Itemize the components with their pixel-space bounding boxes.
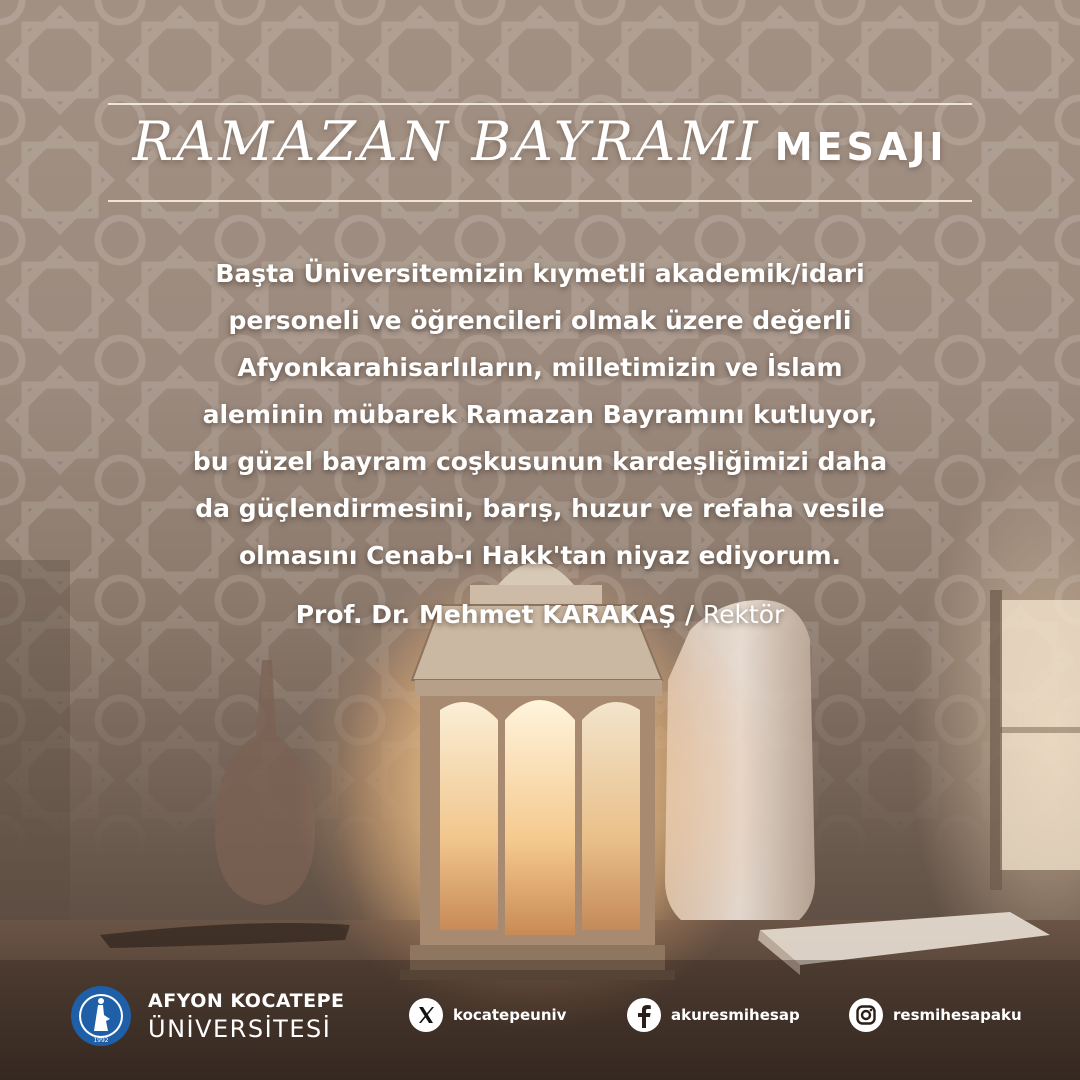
instagram-icon <box>848 997 884 1033</box>
university-name-line2: ÜNİVERSİTESİ <box>148 1015 332 1043</box>
university-seal-icon[interactable] <box>70 985 132 1047</box>
footer <box>0 975 1080 1055</box>
signature-role: Rektör <box>702 600 785 629</box>
message-line: personeli ve öğrencileri olmak üzere değerli <box>228 306 852 335</box>
title-divider-top <box>108 103 972 105</box>
message-line: olmasını Cenab-ı Hakk'tan niyaz ediyorum. <box>238 541 842 570</box>
facebook-icon <box>626 997 662 1033</box>
title-divider-bottom <box>108 200 972 202</box>
signature-separator: / <box>676 600 703 629</box>
x-icon <box>408 997 444 1033</box>
message-line: Afyonkarahisarlıların, milletimizin ve İslam <box>237 353 843 382</box>
message-line: aleminin mübarek Ramazan Bayramını kutluyor, <box>202 400 878 429</box>
message-line: da güçlendirmesini, barış, huzur ve refaha vesile <box>195 494 885 523</box>
message-line: bu güzel bayram coşkusunun kardeşliğimizi daha <box>192 447 888 476</box>
social-facebook-handle: akuresmihesap <box>671 1006 800 1024</box>
university-name-line1: AFYON KOCATEPE <box>148 990 345 1012</box>
social-x-handle: kocatepeuniv <box>453 1006 567 1024</box>
page-title <box>0 110 1080 173</box>
social-instagram-handle: resmihesapaku <box>893 1006 1022 1024</box>
message-line: Başta Üniversitemizin kıymetli akademik/idari <box>215 259 865 288</box>
title-script-text: RAMAZAN BAYRAMI <box>132 110 761 173</box>
social-instagram-link[interactable] <box>848 995 1022 1035</box>
social-x-link[interactable] <box>408 995 566 1035</box>
signature <box>0 600 1080 629</box>
signature-name: Prof. Dr. Mehmet KARAKAŞ <box>295 600 677 629</box>
title-plain-text: MESAJI <box>774 125 948 169</box>
message-body <box>100 250 980 579</box>
logo-year: 1992 <box>93 1037 109 1044</box>
social-facebook-link[interactable] <box>626 995 800 1035</box>
